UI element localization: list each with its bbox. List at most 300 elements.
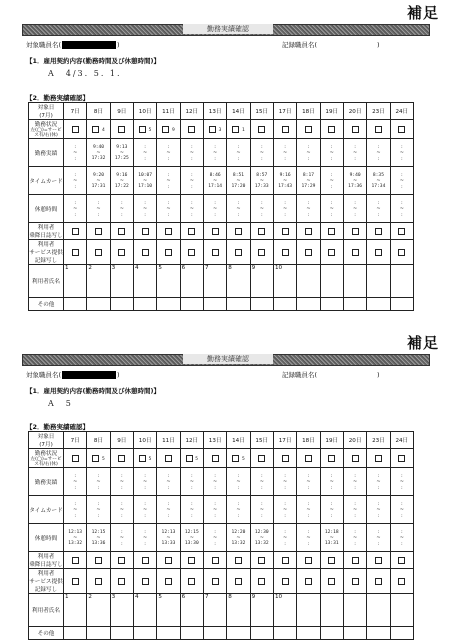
- handwritten-time-start: 9:13: [116, 144, 128, 150]
- timecard-cell: : ~ :: [203, 496, 226, 524]
- time-label: タイムカード: [29, 167, 64, 195]
- work-record-cell: : ~ :: [273, 139, 296, 167]
- work-status-cell: [133, 120, 156, 139]
- supplement-label: 補足: [406, 4, 439, 22]
- timecard-cell: [110, 167, 133, 195]
- header-row: [29, 103, 414, 120]
- checkbox-icon: [95, 578, 102, 585]
- checkbox-icon: [352, 557, 359, 564]
- handwritten-time-start: 8:57: [256, 172, 268, 178]
- day-header: 8日: [87, 432, 110, 449]
- handwritten-time-start: 12:18: [324, 529, 339, 535]
- user-name-cell: 5: [157, 594, 180, 627]
- jisseki-label: 勤務実績: [29, 139, 64, 167]
- checkbox-icon: [72, 578, 79, 585]
- break-time-cell: [180, 524, 203, 552]
- day-header: 19日: [320, 103, 343, 120]
- attendance-table: [28, 102, 414, 311]
- checkbox-icon: [398, 228, 405, 235]
- work-status-cell: [273, 449, 296, 468]
- user-name-cell: [390, 594, 413, 627]
- checkbox-icon: [142, 578, 149, 585]
- handwritten-time-start: 12:20: [231, 529, 246, 535]
- work-status-cell: [273, 120, 296, 139]
- handwritten-time-end: 13:30: [184, 540, 199, 546]
- break-time-row: [29, 524, 414, 552]
- checkbox-icon: [235, 228, 242, 235]
- break-time-cell: : ~ :: [343, 195, 366, 223]
- user-name-cell: 6: [180, 594, 203, 627]
- checkbox-icon: [72, 126, 79, 133]
- handwritten-time-start: 9:40: [92, 144, 105, 150]
- break-time-cell: : ~ :: [133, 195, 156, 223]
- handwritten-time-start: 9:16: [279, 172, 291, 178]
- work-record-cell: : ~ :: [227, 468, 250, 496]
- timecard-cell: : ~ :: [367, 496, 390, 524]
- checkbox-icon: [328, 228, 335, 235]
- checkbox-icon: [142, 228, 149, 235]
- day-header: 10日: [133, 432, 156, 449]
- checkbox-icon: [118, 557, 125, 564]
- user-name-cell: [343, 265, 366, 298]
- checkbox-icon: [282, 228, 289, 235]
- service-record-row: [29, 240, 414, 265]
- timecard-cell: : ~ :: [110, 496, 133, 524]
- user-name-cell: 1: [64, 594, 87, 627]
- checkbox-icon: [118, 249, 125, 256]
- timecard-cell: : ~ :: [250, 496, 273, 524]
- checkbox-icon: [282, 578, 289, 585]
- break-time-cell: : ~ :: [343, 524, 366, 552]
- supplement-label: 補足: [406, 334, 439, 352]
- range-tilde: ~: [143, 177, 148, 184]
- break-time-cell: : ~ :: [203, 195, 226, 223]
- service-record-row: [29, 569, 414, 594]
- handwritten-time-start: 8:35: [372, 172, 384, 178]
- handwritten-time-end: 13:32: [231, 540, 246, 546]
- break-time-cell: : ~ :: [273, 524, 296, 552]
- handwritten-time-start: 8:51: [232, 172, 244, 178]
- work-status-cell: [180, 449, 203, 468]
- checkbox-icon: [398, 455, 405, 462]
- break-time-cell: : ~ :: [157, 195, 180, 223]
- timecard-cell: : ~ :: [273, 496, 296, 524]
- range-tilde: ~: [236, 534, 241, 541]
- user-name-cell: 7: [203, 265, 226, 298]
- break-time-cell: : ~ :: [367, 524, 390, 552]
- day-header: 19日: [320, 432, 343, 449]
- work-record-cell: : ~ :: [227, 139, 250, 167]
- checkbox-icon: [258, 557, 265, 564]
- break-time-cell: : ~ :: [367, 195, 390, 223]
- work-record-cell: : ~ :: [180, 468, 203, 496]
- checkbox-icon: [188, 126, 195, 133]
- work-record-cell: : ~ :: [203, 139, 226, 167]
- target-date-header: 対象日 (7月): [29, 432, 64, 449]
- user-name-cell: [367, 265, 390, 298]
- break-time-cell: [157, 524, 180, 552]
- break-time-cell: : ~ :: [273, 195, 296, 223]
- work-record-cell: : ~ :: [320, 139, 343, 167]
- work-status-cell: [390, 449, 413, 468]
- break-time-cell: : ~ :: [64, 195, 87, 223]
- timecard-cell: [297, 167, 320, 195]
- timecard-cell: [367, 167, 390, 195]
- day-header: 20日: [343, 432, 366, 449]
- user-name-cell: 9: [250, 594, 273, 627]
- range-tilde: ~: [96, 149, 101, 156]
- day-header: 7日: [64, 103, 87, 120]
- user-name-row: [29, 594, 414, 627]
- handwritten-time-end: 17:10: [138, 183, 153, 189]
- break-time-cell: [227, 524, 250, 552]
- range-tilde: ~: [283, 177, 288, 184]
- checkbox-icon: [282, 126, 289, 133]
- work-status-cell: [367, 449, 390, 468]
- banner-title: 勤務実績確認: [183, 24, 273, 34]
- day-header: 17日: [273, 103, 296, 120]
- section-1-heading: 【1．雇用契約内容(勤務時間及び休憩時間)】: [26, 57, 160, 65]
- range-tilde: ~: [73, 534, 78, 541]
- checkbox-icon: [305, 455, 312, 462]
- timecard-cell: : ~ :: [297, 496, 320, 524]
- checkbox-icon: [212, 557, 219, 564]
- checkbox-icon: [186, 455, 193, 462]
- checkbox-icon: [235, 578, 242, 585]
- range-tilde: ~: [376, 177, 381, 184]
- checkbox-icon: [72, 249, 79, 256]
- user-name-cell: 7: [203, 594, 226, 627]
- work-status-cell: [390, 120, 413, 139]
- work-record-cell: : ~ :: [64, 468, 87, 496]
- checkbox-icon: [328, 126, 335, 133]
- work-record-cell: : ~ :: [273, 468, 296, 496]
- ride-log-row: [29, 223, 414, 240]
- handwritten-time-start: 10:07: [138, 172, 153, 178]
- user-name-cell: 1: [64, 265, 87, 298]
- checkbox-icon: [305, 126, 312, 133]
- checkbox-icon: [305, 557, 312, 564]
- user-name-cell: [320, 594, 343, 627]
- work-status-label: 勤務状況 左(◯)=サービス有/右(休): [29, 449, 64, 468]
- checkbox-icon: [375, 557, 382, 564]
- section-1-heading: 【1．雇用契約内容(勤務時間及び休憩時間)】: [26, 387, 160, 395]
- handwritten-time-end: 13:31: [324, 540, 339, 546]
- checkbox-icon: [328, 455, 335, 462]
- day-header: 13日: [203, 103, 226, 120]
- handwritten-mark: 4: [99, 127, 105, 133]
- user-name-cell: 6: [180, 265, 203, 298]
- user-name-cell: 2: [87, 594, 110, 627]
- day-header: 20日: [343, 103, 366, 120]
- other-row: [29, 627, 414, 640]
- timecard-cell: [343, 167, 366, 195]
- handwritten-time-start: 9:20: [92, 172, 105, 178]
- handwritten-time-end: 17:20: [231, 183, 246, 189]
- timecard-cell: [227, 167, 250, 195]
- timecard-cell: [203, 167, 226, 195]
- time-label: タイムカード: [29, 496, 64, 524]
- checkbox-icon: [282, 455, 289, 462]
- handwritten-time-start: 12:15: [91, 529, 106, 535]
- day-header: 23日: [367, 432, 390, 449]
- attendance-table: [28, 431, 414, 640]
- other-label: その他: [29, 298, 64, 311]
- handwritten-time-start: 12:30: [254, 529, 269, 535]
- work-record-cell: : ~ :: [390, 139, 413, 167]
- work-record-cell: : ~ :: [367, 468, 390, 496]
- break-time-cell: : ~ :: [133, 524, 156, 552]
- day-header: 23日: [367, 103, 390, 120]
- day-header: 12日: [180, 103, 203, 120]
- work-status-cell: [203, 449, 226, 468]
- day-header: 15日: [250, 432, 273, 449]
- checkbox-icon: [375, 228, 382, 235]
- checkbox-icon: [212, 228, 219, 235]
- jisseki-label: 勤務実績: [29, 468, 64, 496]
- handwritten-time-start: 12:15: [184, 529, 199, 535]
- day-header: 14日: [227, 103, 250, 120]
- user-name-cell: [297, 594, 320, 627]
- user-name-cell: 8: [227, 265, 250, 298]
- checkbox-icon: [165, 578, 172, 585]
- work-status-cell: [250, 449, 273, 468]
- user-name-cell: 10: [273, 594, 296, 627]
- user-name-cell: 3: [110, 265, 133, 298]
- checkbox-icon: [139, 455, 146, 462]
- handwritten-time-end: 13:33: [161, 540, 176, 546]
- work-status-cell: [110, 120, 133, 139]
- break-time-cell: : ~ :: [227, 195, 250, 223]
- day-header: 17日: [273, 432, 296, 449]
- checkbox-icon: [188, 578, 195, 585]
- user-name-cell: [390, 265, 413, 298]
- day-header: 9日: [110, 432, 133, 449]
- timecard-cell: : ~ :: [87, 496, 110, 524]
- user-name-cell: 5: [157, 265, 180, 298]
- user-name-cell: [367, 594, 390, 627]
- work-status-cell: [157, 120, 180, 139]
- handwritten-time-start: 8:46: [209, 172, 221, 178]
- range-tilde: ~: [329, 534, 334, 541]
- kyu-label: 休憩時間: [29, 524, 64, 552]
- checkbox-icon: [165, 557, 172, 564]
- handwritten-time-end: 17:36: [348, 183, 363, 189]
- checkbox-icon: [95, 557, 102, 564]
- timecard-cell: : ~ :: [64, 496, 87, 524]
- day-header: 24日: [390, 432, 413, 449]
- range-tilde: ~: [306, 177, 311, 184]
- day-header: 15日: [250, 103, 273, 120]
- work-record-cell: : ~ :: [390, 468, 413, 496]
- svc-label: 利用者 サービス提供記録写し: [29, 240, 64, 265]
- day-header: 11日: [157, 432, 180, 449]
- work-status-cell: [343, 449, 366, 468]
- day-header: 13日: [203, 432, 226, 449]
- checkbox-icon: [398, 557, 405, 564]
- checkbox-icon: [352, 126, 359, 133]
- recorder-staff-field: 記録職員名( ): [282, 41, 380, 49]
- user-name-cell: [320, 265, 343, 298]
- work-record-cell: : ~ :: [64, 139, 87, 167]
- checkbox-icon: [375, 578, 382, 585]
- checkbox-icon: [305, 249, 312, 256]
- range-tilde: ~: [353, 177, 358, 184]
- timecard-cell: : ~ :: [320, 496, 343, 524]
- checkbox-icon: [398, 249, 405, 256]
- handwritten-mark: 1: [239, 127, 245, 133]
- work-record-cell: : ~ :: [343, 468, 366, 496]
- recorder-staff-field: 記録職員名( ): [282, 371, 380, 379]
- redaction-box: [62, 371, 116, 379]
- work-status-cell: [320, 449, 343, 468]
- timecard-cell: : ~ :: [227, 496, 250, 524]
- checkbox-icon: [258, 228, 265, 235]
- work-record-cell: : ~ :: [133, 139, 156, 167]
- user-name-label: 利用者氏名: [29, 594, 64, 627]
- checkbox-icon: [328, 557, 335, 564]
- ride-label: 利用者 乗降日誌写し: [29, 552, 64, 569]
- work-status-cell: [367, 120, 390, 139]
- checkbox-icon: [165, 455, 172, 462]
- checkbox-icon: [118, 228, 125, 235]
- checkbox-icon: [398, 578, 405, 585]
- user-name-label: 利用者氏名: [29, 265, 64, 298]
- timecard-row: [29, 167, 414, 195]
- work-record-cell: : ~ :: [250, 468, 273, 496]
- break-time-cell: [250, 524, 273, 552]
- timecard-cell: [133, 167, 156, 195]
- work-record-cell: : ~ :: [367, 139, 390, 167]
- timecard-cell: : ~ :: [133, 496, 156, 524]
- work-status-cell: [227, 120, 250, 139]
- checkbox-icon: [212, 249, 219, 256]
- break-time-cell: [64, 524, 87, 552]
- handwritten-mark: 5: [145, 456, 152, 462]
- handwritten-time-end: 17:32: [91, 155, 106, 161]
- handwritten-time-start: 9:40: [349, 172, 361, 178]
- break-time-cell: : ~ :: [110, 195, 133, 223]
- handwritten-time-end: 13:32: [68, 540, 83, 546]
- timecard-row: [29, 496, 414, 524]
- day-header: 18日: [297, 432, 320, 449]
- checkbox-icon: [212, 455, 219, 462]
- work-record-cell: : ~ :: [157, 139, 180, 167]
- checkbox-icon: [258, 578, 265, 585]
- work-status-cell: [87, 449, 110, 468]
- day-header: 18日: [297, 103, 320, 120]
- timecard-cell: : ~ :: [180, 496, 203, 524]
- checkbox-icon: [352, 455, 359, 462]
- checkbox-icon: [328, 249, 335, 256]
- handwritten-time-end: 13:32: [254, 540, 269, 546]
- checkbox-icon: [95, 249, 102, 256]
- range-tilde: ~: [259, 177, 264, 184]
- handwritten-mark: 3: [215, 127, 222, 133]
- timecard-cell: : ~ :: [320, 167, 343, 195]
- checkbox-icon: [212, 578, 219, 585]
- checkbox-icon: [235, 249, 242, 256]
- section-1-handwritten: A 5: [48, 399, 73, 408]
- other-label: その他: [29, 627, 64, 640]
- work-record-cell: : ~ :: [110, 468, 133, 496]
- work-status-cell: [343, 120, 366, 139]
- day-header: 24日: [390, 103, 413, 120]
- checkbox-icon: [142, 557, 149, 564]
- work-status-cell: [87, 120, 110, 139]
- checkbox-icon: [375, 249, 382, 256]
- day-header: 8日: [87, 103, 110, 120]
- work-status-cell: [297, 449, 320, 468]
- checkbox-icon: [282, 249, 289, 256]
- timecard-cell: : ~ :: [390, 167, 413, 195]
- ride-label: 利用者 乗降日誌写し: [29, 223, 64, 240]
- work-record-cell: : ~ :: [250, 139, 273, 167]
- handwritten-mark: 5: [192, 456, 199, 462]
- range-tilde: ~: [189, 534, 194, 541]
- handwritten-time-end: 17:29: [301, 183, 316, 189]
- work-record-cell: : ~ :: [297, 139, 320, 167]
- other-row: [29, 298, 414, 311]
- checkbox-icon: [139, 126, 146, 133]
- section-2-heading: 【2．勤務実績確認】: [26, 94, 90, 102]
- work-status-row: [29, 120, 414, 139]
- work-record-cell: [110, 139, 133, 167]
- checkbox-icon: [352, 228, 359, 235]
- work-record-cell: : ~ :: [157, 468, 180, 496]
- range-tilde: ~: [166, 534, 171, 541]
- break-time-cell: : ~ :: [390, 524, 413, 552]
- checkbox-icon: [352, 249, 359, 256]
- checkbox-icon: [72, 455, 79, 462]
- checkbox-icon: [305, 578, 312, 585]
- section-1-handwritten: A 4/3. 5. 1.: [48, 69, 122, 78]
- header-row: [29, 432, 414, 449]
- break-time-cell: : ~ :: [87, 195, 110, 223]
- checkbox-icon: [258, 249, 265, 256]
- handwritten-time-end: 17:25: [114, 155, 129, 161]
- handwritten-mark: 9: [169, 127, 175, 133]
- checkbox-icon: [95, 228, 102, 235]
- work-status-cell: [203, 120, 226, 139]
- checkbox-icon: [258, 126, 265, 133]
- timecard-cell: [87, 167, 110, 195]
- handwritten-time-start: 12:13: [68, 529, 83, 535]
- range-tilde: ~: [96, 534, 101, 541]
- checkbox-icon: [258, 455, 265, 462]
- checkbox-icon: [118, 126, 125, 133]
- checkbox-icon: [375, 455, 382, 462]
- work-status-cell: [297, 120, 320, 139]
- user-name-row: [29, 265, 414, 298]
- user-name-cell: 2: [87, 265, 110, 298]
- checkbox-icon: [72, 557, 79, 564]
- work-status-row: [29, 449, 414, 468]
- range-tilde: ~: [119, 149, 124, 156]
- work-record-cell: : ~ :: [203, 468, 226, 496]
- work-status-cell: [133, 449, 156, 468]
- work-status-cell: [227, 449, 250, 468]
- user-name-cell: 3: [110, 594, 133, 627]
- break-time-cell: : ~ :: [203, 524, 226, 552]
- day-header: 9日: [110, 103, 133, 120]
- title-banner: [22, 24, 430, 36]
- handwritten-time-end: 17:22: [114, 183, 129, 189]
- handwritten-mark: 5: [145, 127, 152, 133]
- section-2-heading: 【2．勤務実績確認】: [26, 423, 90, 431]
- kyu-label: 休憩時間: [29, 195, 64, 223]
- timecard-cell: : ~ :: [157, 167, 180, 195]
